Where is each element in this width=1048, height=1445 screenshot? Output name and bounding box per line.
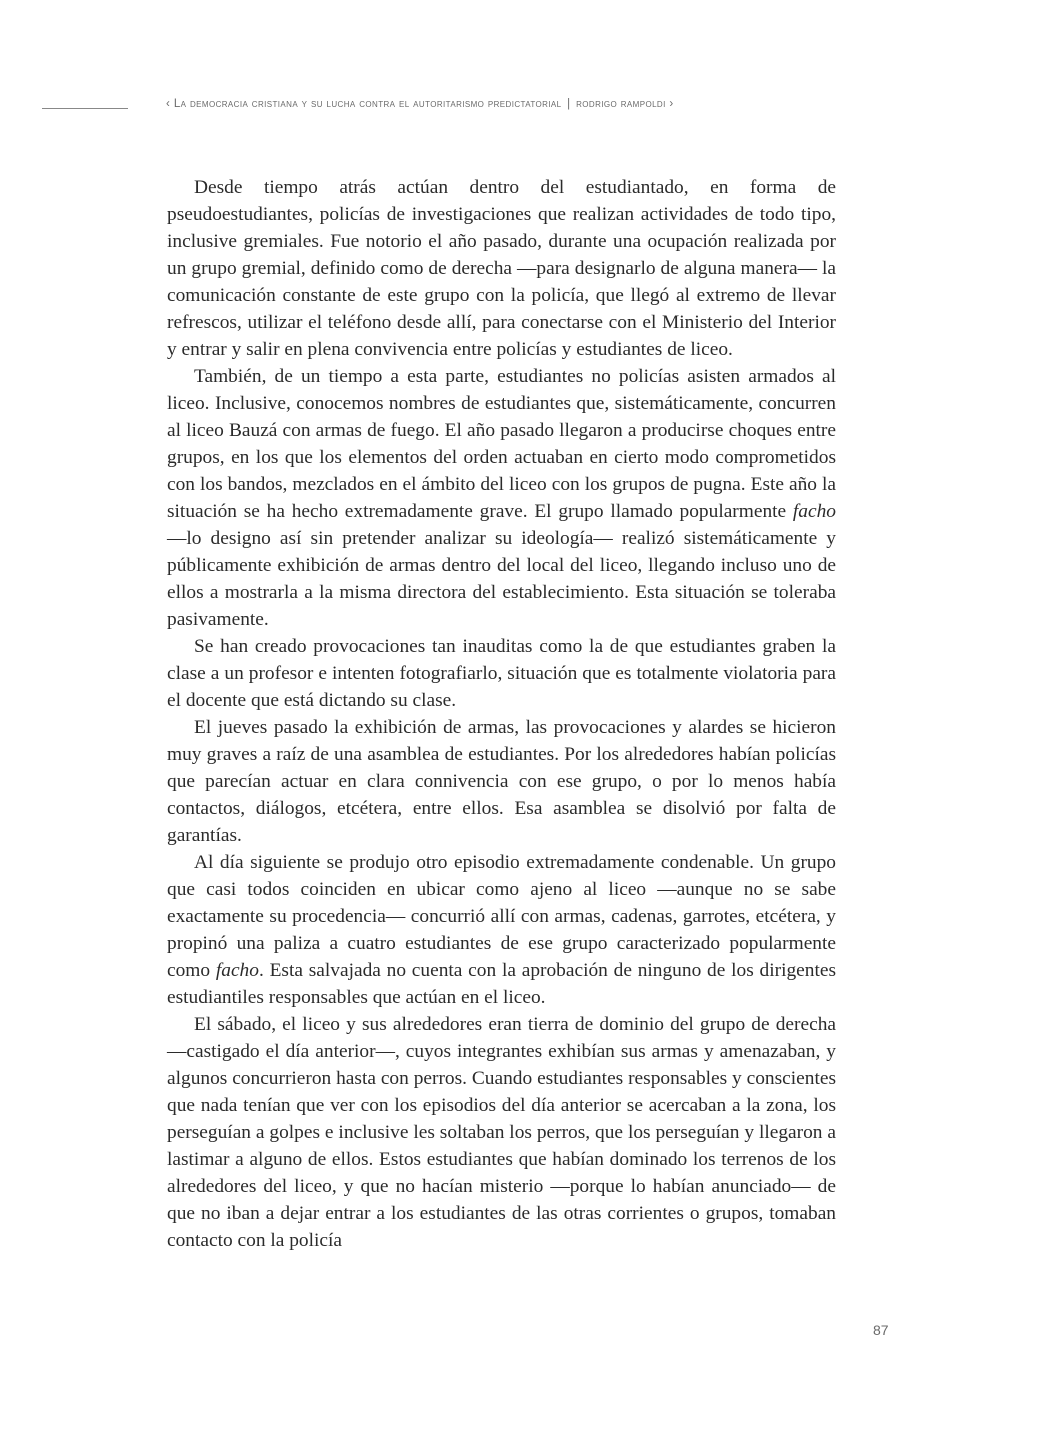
paragraph-italic: facho <box>792 501 836 522</box>
header-open-chevron: ‹ <box>166 98 171 110</box>
paragraph-text: El sábado, el liceo y sus alrededores eran tierra de dominio del grupo de derecha —castigado el día anterior—, cuyos integrantes exhibían sus armas y amenazaban, y algunos concurrieron hasta con perros. Cuando estudiantes responsables y conscientes que nada tenían que ver con los episodios del día anterior se acercaban a la zona, los perseguían a golpes e inclusive les soltaban los perros, que los perseguían y llegaron a lastimar a alguno de ellos. Estos estudiantes que habían dominado los terrenos de los alrededores del liceo, y que no hacían misterio —porque lo habían anunciado— de que no iban a dejar entrar a los estudiantes de las otras corrientes o grupos, tomaban contacto con la policía <box>167 1014 836 1251</box>
paragraph-text-after: . Esta salvajada no cuenta con la aprobación de ninguno de los dirigentes estudiantiles responsables que actúan en el liceo. <box>167 960 836 1008</box>
paragraph <box>167 633 836 714</box>
paragraph <box>167 849 836 1011</box>
paragraph-italic: facho <box>215 960 259 981</box>
header-close-chevron: › <box>669 98 674 110</box>
header-separator: | <box>567 98 571 110</box>
running-header <box>166 98 866 110</box>
header-author: rodrigo rampoldi <box>576 98 666 110</box>
paragraph-text: Al día siguiente se produjo otro episodio extremadamente condenable. Un grupo que casi todos coinciden en ubicar como ajeno al liceo —aunque no se sabe exactamente su procedencia— concurrió allí con armas, cadenas, garrotes, etcétera, y propinó una paliza a cuatro estudiantes de ese grupo caracterizado popularmente como <box>167 852 836 981</box>
body-text <box>167 174 836 1254</box>
paragraph <box>167 363 836 633</box>
paragraph <box>167 714 836 849</box>
paragraph-text: Desde tiempo atrás actúan dentro del estudiantado, en forma de pseudoestudiantes, policías de investigaciones que realizan actividades de todo tipo, inclusive gremiales. Fue notorio el año pasado, durante una ocupación realizada por un grupo gremial, definido como de derecha —para designarlo de alguna manera— la comunicación constante de este grupo con la policía, que llegó al extremo de llevar refrescos, utilizar el teléfono desde allí, para conectarse con el Ministerio del Interior y entrar y salir en plena convivencia entre policías y estudiantes de liceo. <box>167 177 836 360</box>
paragraph-text-after: —lo designo así sin pretender analizar su ideología— realizó sistemáticamente y públicamente exhibición de armas dentro del local del liceo, llegando incluso uno de ellos a mostrarla a la misma directora del establecimiento. Esta situación se toleraba pasivamente. <box>167 528 836 630</box>
paragraph <box>167 174 836 363</box>
page-number: 87 <box>873 1322 889 1338</box>
paragraph-text: También, de un tiempo a esta parte, estudiantes no policías asisten armados al liceo. Inclusive, conocemos nombres de estudiantes que, sistemáticamente, concurren al liceo Bauzá con armas de fuego. El año pasado llegaron a producirse choques entre grupos, en los que los elementos del orden actuaban en cierto modo comprometidos con los bandos, mezclados en el ámbito del liceo con los grupos de pugna. Este año la situación se ha hecho extremadamente grave. El grupo llamado popularmente <box>167 366 836 522</box>
paragraph-text: El jueves pasado la exhibición de armas, las provocaciones y alardes se hicieron muy graves a raíz de una asamblea de estudiantes. Por los alrededores habían policías que parecían actuar en clara connivencia con ese grupo, o por lo menos había contactos, diálogos, etcétera, entre ellos. Esa asamblea se disolvió por falta de garantías. <box>167 717 836 846</box>
paragraph <box>167 1011 836 1254</box>
header-rule <box>42 108 128 109</box>
header-title: La democracia cristiana y su lucha contra el autoritarismo predictatorial <box>173 98 562 110</box>
paragraph-text: Se han creado provocaciones tan inauditas como la de que estudiantes graben la clase a un profesor e intenten fotografiarlo, situación que es totalmente violatoria para el docente que está dictando su clase. <box>167 636 836 711</box>
